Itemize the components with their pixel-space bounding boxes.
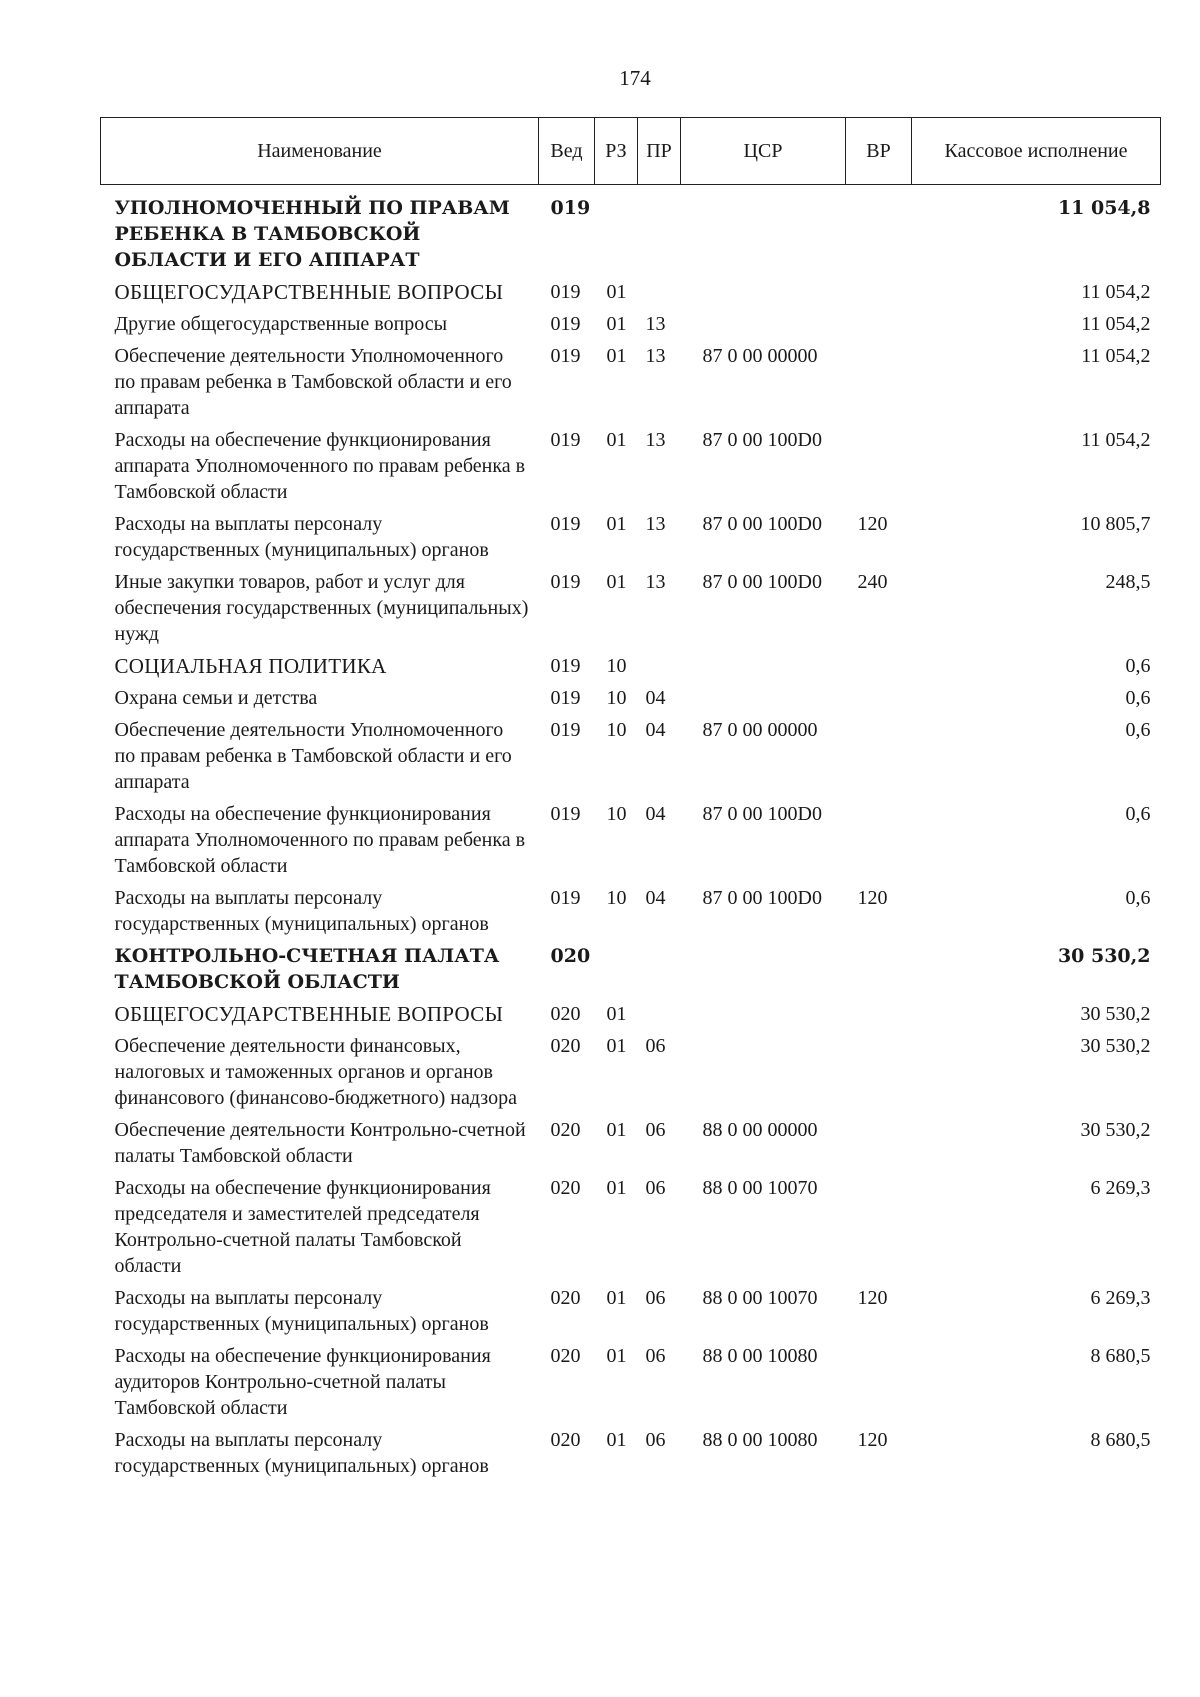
cell-ved: 020 <box>550 1429 581 1451</box>
cell-name: УПОЛНОМОЧЕННЫЙ ПО ПРАВАМ РЕБЕНКА В ТАМБОВСКОЙ ОБЛАСТИ И ЕГО АППАРАТ <box>114 197 510 271</box>
cell-amount: 30 530,2 <box>1080 1003 1151 1025</box>
cell-vr <box>846 650 912 682</box>
cell-amount: 248,5 <box>1105 571 1151 593</box>
cell-csr: 88 0 00 10080 <box>702 1345 818 1367</box>
cell-rz: 10 <box>606 887 627 909</box>
cell-pr: 06 <box>645 1429 666 1451</box>
cell-pr <box>638 998 681 1030</box>
cell-vr <box>846 940 912 998</box>
cell-rz: 01 <box>606 513 627 535</box>
cell-pr: 06 <box>645 1035 666 1057</box>
cell-name: ОБЩЕГОСУДАРСТВЕННЫЕ ВОПРОСЫ <box>114 280 504 304</box>
cell-rz: 01 <box>606 313 627 335</box>
cell-amount: 0,6 <box>1125 803 1151 825</box>
cell-amount: 30 530,2 <box>1080 1035 1151 1057</box>
cell-amount: 10 805,7 <box>1080 513 1151 535</box>
cell-ved: 019 <box>550 281 581 303</box>
cell-csr <box>681 998 846 1030</box>
cell-pr: 13 <box>645 345 666 367</box>
cell-pr: 04 <box>645 803 666 825</box>
cell-rz: 01 <box>606 1119 627 1141</box>
cell-amount: 8 680,5 <box>1090 1429 1151 1451</box>
cell-amount: 11 054,2 <box>1081 345 1151 367</box>
cell-rz: 01 <box>606 1035 627 1057</box>
cell-ved: 019 <box>550 513 581 535</box>
budget-execution-table <box>100 117 1161 1482</box>
cell-ved: 019 <box>550 345 581 367</box>
cell-pr: 13 <box>645 513 666 535</box>
cell-rz <box>595 185 638 277</box>
table-row <box>101 998 1161 1030</box>
cell-vr <box>846 1172 912 1282</box>
table-row <box>101 1282 1161 1340</box>
cell-vr <box>846 308 912 340</box>
cell-rz <box>595 940 638 998</box>
cell-vr: 120 <box>857 1429 888 1451</box>
cell-rz: 01 <box>606 345 627 367</box>
cell-rz: 10 <box>606 803 627 825</box>
cell-rz: 01 <box>606 429 627 451</box>
header-ved: Вед <box>539 118 595 185</box>
table-row <box>101 1172 1161 1282</box>
table-row <box>101 1114 1161 1172</box>
cell-pr: 13 <box>645 313 666 335</box>
cell-ved: 020 <box>550 1035 581 1057</box>
cell-amount: 11 054,2 <box>1081 281 1151 303</box>
cell-name: Охрана семьи и детства <box>114 687 318 709</box>
cell-ved: 019 <box>550 655 581 677</box>
cell-csr: 87 0 00 100D0 <box>702 887 822 909</box>
header-amount: Кассовое исполнение <box>912 118 1161 185</box>
header-rz: РЗ <box>595 118 638 185</box>
cell-ved: 019 <box>550 571 581 593</box>
cell-rz: 01 <box>606 1287 627 1309</box>
cell-rz: 01 <box>606 1003 627 1025</box>
cell-pr: 13 <box>645 429 666 451</box>
cell-pr: 04 <box>645 719 666 741</box>
cell-name: Расходы на выплаты персоналу государственных (муниципальных) органов <box>114 1429 489 1477</box>
cell-amount: 6 269,3 <box>1090 1177 1151 1199</box>
cell-ved: 019 <box>550 313 581 335</box>
cell-amount: 0,6 <box>1125 655 1151 677</box>
cell-csr: 87 0 00 100D0 <box>702 513 822 535</box>
cell-csr <box>681 650 846 682</box>
cell-ved: 019 <box>550 429 581 451</box>
cell-pr: 06 <box>645 1119 666 1141</box>
cell-pr: 06 <box>645 1177 666 1199</box>
table-row <box>101 798 1161 882</box>
cell-rz: 10 <box>606 655 627 677</box>
cell-name: Иные закупки товаров, работ и услуг для обеспечения государственных (муниципальных) нужд <box>114 571 529 645</box>
cell-pr: 04 <box>645 687 666 709</box>
cell-pr <box>638 940 681 998</box>
table-body <box>101 185 1161 1483</box>
cell-pr <box>638 650 681 682</box>
table-row <box>101 424 1161 508</box>
table-row <box>101 650 1161 682</box>
cell-csr: 87 0 00 00000 <box>702 345 818 367</box>
cell-name: Расходы на обеспечение функционирования аудиторов Контрольно-счетной палаты Тамбовской области <box>114 1345 491 1419</box>
cell-amount: 0,6 <box>1125 719 1151 741</box>
header-csr: ЦСР <box>681 118 846 185</box>
cell-vr: 240 <box>857 571 888 593</box>
cell-vr <box>846 276 912 308</box>
cell-ved: 020 <box>550 945 591 967</box>
cell-rz: 01 <box>606 571 627 593</box>
cell-rz: 01 <box>606 1345 627 1367</box>
cell-ved: 020 <box>550 1345 581 1367</box>
cell-vr <box>846 185 912 277</box>
cell-name: ОБЩЕГОСУДАРСТВЕННЫЕ ВОПРОСЫ <box>114 1002 504 1026</box>
cell-vr <box>846 798 912 882</box>
cell-name: Обеспечение деятельности Контрольно-счетной палаты Тамбовской области <box>114 1119 526 1167</box>
cell-rz: 01 <box>606 1429 627 1451</box>
table-row <box>101 340 1161 424</box>
cell-name: Расходы на выплаты персоналу государственных (муниципальных) органов <box>114 1287 489 1335</box>
cell-pr: 13 <box>645 571 666 593</box>
cell-csr: 88 0 00 10070 <box>702 1177 818 1199</box>
cell-pr <box>638 276 681 308</box>
cell-pr: 06 <box>645 1287 666 1309</box>
cell-name: Расходы на обеспечение функционирования председателя и заместителей председателя Контрольно-счетной палаты Тамбовской области <box>114 1177 491 1277</box>
page-number: 174 <box>619 66 651 90</box>
cell-amount: 11 054,8 <box>1057 197 1151 219</box>
cell-csr <box>681 1030 846 1114</box>
cell-csr <box>681 276 846 308</box>
cell-rz: 01 <box>606 281 627 303</box>
table-row <box>101 508 1161 566</box>
cell-pr: 06 <box>645 1345 666 1367</box>
cell-vr <box>846 424 912 508</box>
table-row <box>101 308 1161 340</box>
cell-name: Обеспечение деятельности финансовых, налоговых и таможенных органов и органов финансового (финансово-бюджетного) надзора <box>114 1035 517 1109</box>
header-name: Наименование <box>101 118 539 185</box>
cell-csr <box>681 185 846 277</box>
cell-amount: 11 054,2 <box>1081 429 1151 451</box>
cell-csr: 88 0 00 10080 <box>702 1429 818 1451</box>
cell-rz: 10 <box>606 687 627 709</box>
table-row <box>101 1030 1161 1114</box>
cell-vr <box>846 1114 912 1172</box>
cell-name: Расходы на обеспечение функционирования аппарата Уполномоченного по правам ребенка в Тамбовской области <box>114 429 526 503</box>
table-row <box>101 1424 1161 1482</box>
cell-amount: 30 530,2 <box>1057 945 1151 967</box>
table-row <box>101 682 1161 714</box>
cell-rz: 01 <box>606 1177 627 1199</box>
cell-vr: 120 <box>857 887 888 909</box>
cell-amount: 6 269,3 <box>1090 1287 1151 1309</box>
cell-name: Расходы на выплаты персоналу государственных (муниципальных) органов <box>114 887 489 935</box>
cell-vr <box>846 1030 912 1114</box>
table-row <box>101 882 1161 940</box>
table-row <box>101 940 1161 998</box>
cell-ved: 020 <box>550 1177 581 1199</box>
cell-ved: 019 <box>550 803 581 825</box>
cell-vr: 120 <box>857 1287 888 1309</box>
cell-ved: 020 <box>550 1287 581 1309</box>
cell-name: Расходы на выплаты персоналу государственных (муниципальных) органов <box>114 513 489 561</box>
table-row <box>101 185 1161 277</box>
cell-vr <box>846 340 912 424</box>
cell-amount: 0,6 <box>1125 687 1151 709</box>
cell-pr <box>638 185 681 277</box>
cell-vr <box>846 1340 912 1424</box>
table-header-row <box>101 118 1161 185</box>
cell-name: КОНТРОЛЬНО-СЧЕТНАЯ ПАЛАТА ТАМБОВСКОЙ ОБЛАСТИ <box>114 945 500 993</box>
cell-csr: 87 0 00 100D0 <box>702 571 822 593</box>
cell-name: Обеспечение деятельности Уполномоченного по правам ребенка в Тамбовской области и его аппарата <box>114 719 512 793</box>
cell-amount: 8 680,5 <box>1090 1345 1151 1367</box>
table-row <box>101 714 1161 798</box>
cell-ved: 019 <box>550 719 581 741</box>
cell-vr <box>846 682 912 714</box>
cell-ved: 019 <box>550 197 591 219</box>
cell-name: Другие общегосударственные вопросы <box>114 313 448 335</box>
cell-ved: 020 <box>550 1119 581 1141</box>
cell-pr: 04 <box>645 887 666 909</box>
cell-csr <box>681 940 846 998</box>
cell-ved: 020 <box>550 1003 581 1025</box>
cell-vr <box>846 714 912 798</box>
cell-rz: 10 <box>606 719 627 741</box>
cell-amount: 30 530,2 <box>1080 1119 1151 1141</box>
header-pr: ПР <box>638 118 681 185</box>
cell-csr: 88 0 00 00000 <box>702 1119 818 1141</box>
cell-csr: 87 0 00 00000 <box>702 719 818 741</box>
cell-vr <box>846 998 912 1030</box>
cell-csr <box>681 308 846 340</box>
cell-ved: 019 <box>550 687 581 709</box>
table-row <box>101 566 1161 650</box>
cell-csr: 87 0 00 100D0 <box>702 429 822 451</box>
header-vr: ВР <box>846 118 912 185</box>
cell-name: СОЦИАЛЬНАЯ ПОЛИТИКА <box>114 654 387 678</box>
cell-csr <box>681 682 846 714</box>
cell-csr: 88 0 00 10070 <box>702 1287 818 1309</box>
cell-amount: 11 054,2 <box>1081 313 1151 335</box>
cell-ved: 019 <box>550 887 581 909</box>
table-row <box>101 276 1161 308</box>
cell-vr: 120 <box>857 513 888 535</box>
table-row <box>101 1340 1161 1424</box>
cell-name: Расходы на обеспечение функционирования аппарата Уполномоченного по правам ребенка в Тамбовской области <box>114 803 526 877</box>
cell-name: Обеспечение деятельности Уполномоченного по правам ребенка в Тамбовской области и его аппарата <box>114 345 512 419</box>
cell-amount: 0,6 <box>1125 887 1151 909</box>
cell-csr: 87 0 00 100D0 <box>702 803 822 825</box>
